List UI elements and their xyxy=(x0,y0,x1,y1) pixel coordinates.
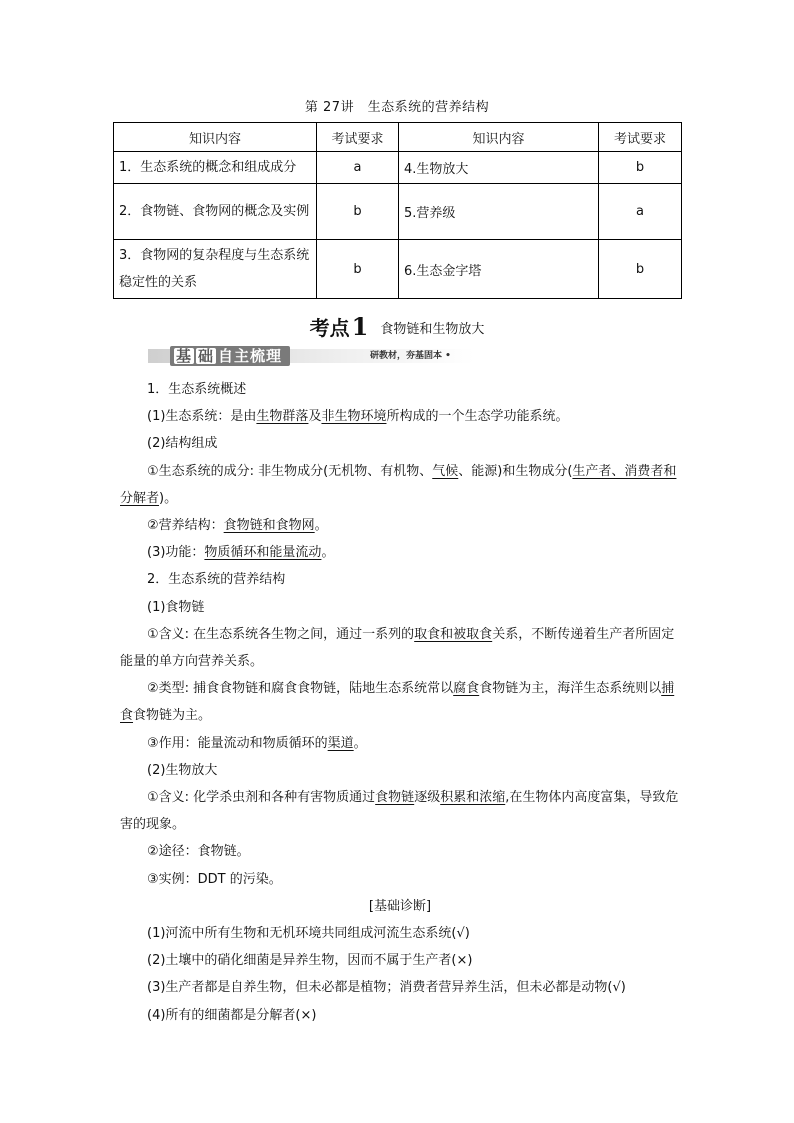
section-heading: 1．生态系统概述 xyxy=(147,382,247,397)
table-cell: 3．食物网的复杂程度与生态系统稳定性的关系 xyxy=(114,240,317,299)
paragraph: (1)生态系统：是由生物群落及非生物环境所构成的一个生态学功能系统。 xyxy=(147,409,569,425)
kaodian-heading xyxy=(0,312,794,341)
table-cell: b xyxy=(599,152,682,184)
table-row xyxy=(114,152,682,184)
banner-text: 自主梳理 xyxy=(218,347,283,365)
paragraph: ①含义: 化学杀虫剂和各种有害物质通过食物链逐级积累和浓缩,在生物体内高度富集，导致危害的现象。 xyxy=(120,790,679,833)
table-cell: 6.生态金字塔 xyxy=(399,240,599,299)
table-header: 考试要求 xyxy=(599,123,682,152)
diagnosis-item: (3)生产者都是自养生物，但未必都是植物；消费者营异养生活，但未必都是动物(√) xyxy=(147,980,626,996)
table-cell: 5.营养级 xyxy=(399,184,599,240)
table-header-row xyxy=(114,123,682,152)
table-cell: b xyxy=(317,184,399,240)
banner-note: 研教材，夯基固本 • xyxy=(370,351,451,361)
kaodian-label: 考点 xyxy=(309,316,350,340)
paragraph: ③实例：DDT 的污染。 xyxy=(147,871,282,887)
table-cell: b xyxy=(599,240,682,299)
section-heading: 2．生态系统的营养结构 xyxy=(147,572,286,588)
paragraph: ②途径：食物链。 xyxy=(147,844,250,860)
paragraph: ①含义: 在生态系统各生物之间，通过一系列的取食和被取食关系，不断传递着生产者所固定能量的单方向营养关系。 xyxy=(120,626,675,670)
banner-char: 础 xyxy=(198,347,215,365)
kaodian-number: 1 xyxy=(351,312,369,341)
table-row xyxy=(114,240,682,299)
table-header: 知识内容 xyxy=(399,123,599,152)
paragraph: ①生态系统的成分: 非生物成分(无机物、有机物、气候、能源)和生物成分(生产者、消费者和分解者)。 xyxy=(120,463,677,506)
content-body xyxy=(120,376,680,1029)
banner-char: 基 xyxy=(176,347,193,365)
table-cell: 1．生态系统的概念和组成成分 xyxy=(114,152,317,184)
paragraph: ③作用：能量流动和物质循环的渠道。 xyxy=(147,735,367,751)
subheading: (1)食物链 xyxy=(147,599,205,615)
table-cell: 2．食物链、食物网的概念及实例 xyxy=(114,184,317,240)
requirements-table xyxy=(113,122,682,299)
table-cell: a xyxy=(317,152,399,184)
subheading: (2)生物放大 xyxy=(147,762,218,778)
table-cell: b xyxy=(317,240,399,299)
diagnosis-item: (2)土壤中的硝化细菌是异养生物，因而不属于生产者(×) xyxy=(147,953,473,969)
subheading: (2)结构组成 xyxy=(147,436,218,452)
kaodian-subtitle: 食物链和生物放大 xyxy=(380,322,485,337)
paragraph: ②营养结构：食物链和食物网。 xyxy=(147,518,328,534)
section-banner xyxy=(148,346,474,366)
diagnosis-item: (1)河流中所有生物和无机环境共同组成河流生态系统(√) xyxy=(147,926,470,942)
banner-tag xyxy=(170,346,290,366)
table-row xyxy=(114,184,682,240)
diagnosis-title: [基础诊断] xyxy=(368,898,432,914)
table-header: 考试要求 xyxy=(317,123,399,152)
paragraph: ②类型: 捕食食物链和腐食食物链，陆地生态系统常以腐食食物链为主，海洋生态系统则以捕食食物链为主。 xyxy=(120,681,675,724)
table-cell: 4.生物放大 xyxy=(399,152,599,184)
table-cell: a xyxy=(599,184,682,240)
table-header: 知识内容 xyxy=(114,123,317,152)
diagnosis-item: (4)所有的细菌都是分解者(×) xyxy=(147,1007,317,1023)
page-title: 第 27讲 生态系统的营养结构 xyxy=(304,100,490,115)
paragraph: (3)功能：物质循环和能量流动。 xyxy=(147,545,335,561)
